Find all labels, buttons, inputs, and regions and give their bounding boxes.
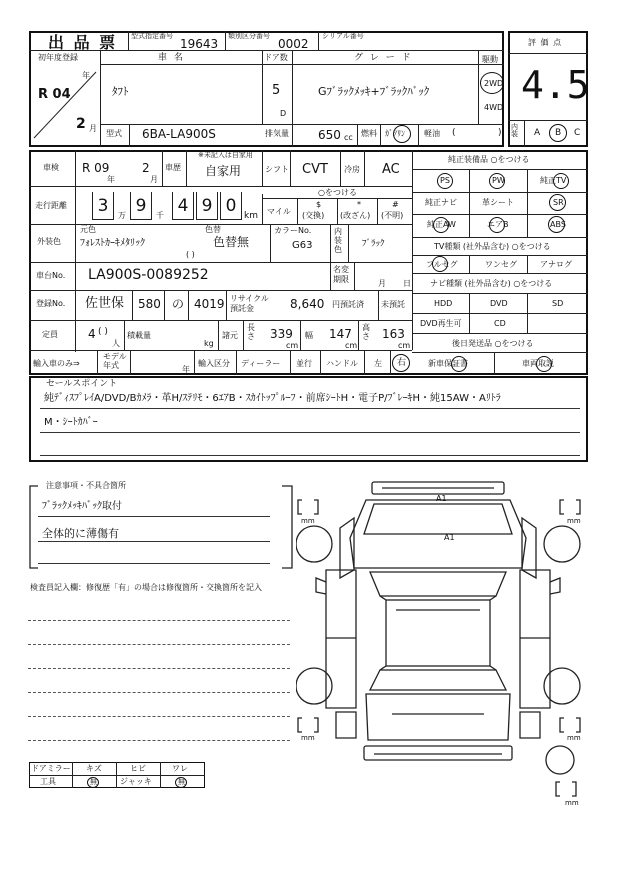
first-reg-month-unit: 月 xyxy=(89,124,97,133)
equip-aw-circle xyxy=(433,217,449,233)
recycle-unpaid: 未預託 xyxy=(381,300,405,309)
load-unit: kg xyxy=(204,339,214,348)
name-change-month: 月 xyxy=(378,279,386,288)
equip-sr-circle xyxy=(549,194,566,211)
height-unit: cm xyxy=(398,341,411,350)
name-change-day: 日 xyxy=(403,279,411,288)
mileage-digit: 0 xyxy=(220,192,242,220)
displacement-unit: cc xyxy=(344,133,353,142)
shift-value: CVT xyxy=(302,162,328,177)
tv-fullseg-circle xyxy=(432,256,448,272)
car-name-label: 車 名 xyxy=(158,53,185,63)
tire-rear-left-unit: mm xyxy=(301,734,315,742)
equip-ps-circle xyxy=(437,173,453,189)
category-value: 0002 xyxy=(278,37,309,51)
recycle-value: 8,640 xyxy=(290,297,325,311)
mark-front-bumper: A1 xyxy=(436,494,447,503)
mileage-unknown-sym: # xyxy=(392,200,399,209)
load-label: 積載量 xyxy=(127,331,151,340)
length-label: 長さ xyxy=(247,323,255,341)
width-label: 幅 xyxy=(305,331,313,340)
equip-pw-circle xyxy=(489,173,505,189)
capacity-label: 定員 xyxy=(42,330,58,339)
model-year-label: モデル年式 xyxy=(103,352,127,370)
inspection-month: 2 xyxy=(142,161,150,175)
model-value: 6BA-LA900S xyxy=(142,127,216,141)
navi-dvd: DVD xyxy=(490,299,508,308)
equip-ps: PS xyxy=(440,176,450,185)
equip-abs: ABS xyxy=(550,220,566,229)
later-warranty: 新車保証書 xyxy=(428,359,468,368)
mileage-digit: 9 xyxy=(196,192,218,220)
model-designation-value: 19643 xyxy=(180,37,219,51)
doors-sub: D xyxy=(280,109,287,118)
handle-label: ハンドル xyxy=(326,359,358,368)
int-color-value: ﾌﾞﾗｯｸ xyxy=(362,239,385,249)
mileage-digit: 4 xyxy=(172,192,194,220)
legend-tool-mark: 無 xyxy=(90,778,97,786)
tire-rear-right-unit: mm xyxy=(567,734,581,742)
notes-line2: 全体的に薄傷有 xyxy=(42,527,119,540)
first-reg-era: R 04 xyxy=(38,87,71,102)
drive-2wd: 2WD xyxy=(484,79,504,88)
equip-airbag: エアB xyxy=(487,220,509,229)
equip-aw: 純正AW xyxy=(427,220,456,229)
history-label: 車歴 xyxy=(165,163,181,172)
fuel-other-open: ( xyxy=(452,128,456,138)
later-manual: 車両取説 xyxy=(522,359,554,368)
equip-leather: 革シート xyxy=(482,198,514,207)
width-unit: cm xyxy=(345,341,358,350)
fuel-diesel: 軽油 xyxy=(424,129,440,138)
mileage-label: 走行距離 xyxy=(35,201,67,210)
reg-number: 4019 xyxy=(194,297,225,311)
length-value: 339 xyxy=(270,327,293,341)
inspection-era: R 09 xyxy=(82,161,110,175)
handle-right: 右 xyxy=(397,358,407,368)
tv-oneseg: ワンセグ xyxy=(485,260,517,269)
legend-tool-circle xyxy=(87,777,99,788)
tire-spare-unit: mm xyxy=(565,799,579,807)
equip-sr: SR xyxy=(553,198,564,207)
length-unit: cm xyxy=(286,341,299,350)
sales-line1: 純ﾃﾞｨｽﾌﾟﾚｲA/DVD/Bｶﾒﾗ・革H/ｽﾃﾘﾓ・6ｴｱB・ｽｶｲﾄｯﾌﾟﾙｰﾌ・前席ｼｰﾄH・電子P/ﾌﾞﾚｰｷH・純15AW・Aﾘﾄﾗ xyxy=(44,393,501,404)
mark-hood: A1 xyxy=(444,533,455,542)
mileage-tamper: (改ざん) xyxy=(340,211,371,220)
width-value: 147 xyxy=(329,327,352,341)
shift-label: シフト xyxy=(265,165,289,174)
recycle-label: リサイクル預託金 xyxy=(230,294,269,313)
history-value: 自家用 xyxy=(205,164,242,178)
inspection-label: 車検 xyxy=(43,163,59,172)
notes-line1: ﾌﾞﾗｯｸﾒｯｷﾊﾞｯｸ取付 xyxy=(42,501,122,512)
doors-label: ドア数 xyxy=(264,53,288,62)
capacity-unit: 人 xyxy=(112,339,120,348)
displacement-label: 排気量 xyxy=(265,129,289,138)
car-diagram xyxy=(296,478,590,808)
interior-b-circle xyxy=(549,124,567,142)
mileage-digit: 3 xyxy=(92,192,114,220)
fuel-label: 燃料 xyxy=(361,129,377,138)
navi-type-title: ナビ種類 (社外品含む) ○をつける xyxy=(430,279,553,288)
mileage-unknown: (不明) xyxy=(381,211,404,220)
model-year-unit: 年 xyxy=(182,365,190,374)
recycle-paid: 円預託済 xyxy=(332,300,364,309)
reg-label: 登録No. xyxy=(36,299,66,308)
model-label: 型式 xyxy=(106,129,122,138)
mileage-man: 万 xyxy=(118,211,126,220)
equip-airbag-circle xyxy=(489,217,505,233)
equip-tv-circle xyxy=(553,173,569,189)
height-label: 高さ xyxy=(362,323,370,341)
legend-jack: ジャッキ xyxy=(120,777,152,786)
first-reg-year-unit: 年 xyxy=(82,71,90,80)
chassis-label: 車台No. xyxy=(36,271,66,280)
mileage-digit: 9 xyxy=(130,192,152,220)
reg-class: 580 xyxy=(138,297,161,311)
height-value: 163 xyxy=(382,327,405,341)
doors-value: 5 xyxy=(272,83,281,98)
mileage-exchange-sym: $ xyxy=(316,200,322,209)
import-type-label: 輸入区分 xyxy=(198,359,230,368)
inspector-label: 検査員記入欄：修復歴「有」の場合は修復箇所・交換箇所を記入 xyxy=(30,583,262,592)
tv-type-title: TV種類 (社外品含む) ○をつける xyxy=(434,242,551,251)
capacity-value: 4 xyxy=(88,327,96,341)
drive-label: 駆動 xyxy=(482,55,498,64)
grade-value: Gﾌﾞﾗｯｸﾒｯｷ+ﾌﾞﾗｯｸﾊﾞｯｸ xyxy=(318,85,430,98)
equip-abs-circle xyxy=(548,216,565,233)
mileage-unit: km xyxy=(244,211,258,221)
later-manual-circle xyxy=(536,356,552,372)
serial-label: シリアル番号 xyxy=(322,32,364,40)
fuel-other-close: ) xyxy=(498,128,502,138)
color-change-value: 色替無 xyxy=(213,235,250,249)
mileage-sen: 千 xyxy=(156,211,164,220)
drive-4wd: 4WD xyxy=(484,103,504,112)
cooling-value: AC xyxy=(382,162,400,177)
legend-jack-mark: 無 xyxy=(178,778,185,786)
capacity-paren: ( ) xyxy=(98,327,108,337)
handle-right-circle xyxy=(392,354,410,372)
equipment-title: 純正装備品 ○をつける xyxy=(448,155,530,164)
legend-broken: ワレ xyxy=(172,764,188,773)
import-label: 輸入車のみ⇒ xyxy=(33,359,80,368)
sales-line2: M・ｼｰﾄｶﾊﾞｰ xyxy=(44,417,98,428)
color-no-value: G63 xyxy=(292,240,313,251)
displacement-value: 650 xyxy=(318,128,341,142)
first-reg-month: 2 xyxy=(76,116,86,132)
interior-a: A xyxy=(534,128,541,138)
navi-cd: CD xyxy=(494,319,506,328)
car-name-value: ﾀﾌﾄ xyxy=(112,85,129,98)
legend-crack: ヒビ xyxy=(130,764,146,773)
form-title: 出 品 票 xyxy=(48,33,118,52)
interior-b: B xyxy=(555,128,562,138)
drive-2wd-circle xyxy=(480,72,504,94)
interior-c: C xyxy=(574,128,581,138)
score-value: 4.5 xyxy=(521,63,590,107)
navi-dvd-play: DVD再生可 xyxy=(420,319,462,328)
legend-tool: 工具 xyxy=(40,777,56,786)
inspection-year-unit: 年 xyxy=(107,175,115,184)
sales-label: セールスポイント xyxy=(46,379,118,389)
fuel-gasoline-circle xyxy=(393,125,411,143)
mileage-circle-note: ○をつける xyxy=(318,188,357,197)
import-parallel: 並行 xyxy=(296,359,312,368)
navi-sd: SD xyxy=(552,299,564,308)
first-reg-label: 初年度登録 xyxy=(38,53,78,62)
exterior-value: ﾌｫﾚｽﾄｶｰｷﾒﾀﾘｯｸ xyxy=(80,238,145,249)
legend-door-mirror: ドアミラー xyxy=(31,764,71,773)
interior-label: 内装 xyxy=(511,123,518,138)
fuel-gasoline: ｶﾞｿﾘﾝ xyxy=(385,129,405,138)
tv-fullseg: フルセグ xyxy=(426,260,458,269)
grade-label: グ レ ー ド xyxy=(354,53,413,63)
color-change-label: 色替 xyxy=(205,225,221,234)
name-change-label: 名変期限 xyxy=(333,265,349,284)
handle-left: 左 xyxy=(374,359,382,368)
legend-jack-circle xyxy=(175,777,187,788)
chassis-value: LA900S-0089252 xyxy=(88,267,209,283)
exterior-label: 外装色 xyxy=(37,237,61,246)
dims-label: 諸元 xyxy=(222,331,238,340)
mileage-tamper-sym: * xyxy=(357,200,361,209)
history-note: ※未記入は自家用 xyxy=(198,151,253,159)
reg-area: 佐世保 xyxy=(85,296,125,311)
equip-navi: 純正ナビ xyxy=(425,198,457,207)
tire-front-right-unit: mm xyxy=(567,517,581,525)
reg-kana: の xyxy=(172,297,185,311)
tire-front-left-unit: mm xyxy=(301,517,315,525)
score-label: 評 価 点 xyxy=(528,38,563,47)
equip-pw: PW xyxy=(492,176,505,185)
color-change-paren: ( ) xyxy=(186,250,195,259)
orig-color-label: 元色 xyxy=(80,225,96,234)
mileage-exchange: (交換) xyxy=(302,211,325,220)
later-warranty-circle xyxy=(451,356,467,372)
later-title: 後日発送品 ○をつける xyxy=(452,339,534,348)
category-label: 類別区分番号 xyxy=(228,32,270,40)
notes-label: 注意事項・不具合箇所 xyxy=(46,481,126,490)
inspection-month-unit: 月 xyxy=(150,175,158,184)
equip-tv: 純正TV xyxy=(540,176,567,185)
model-designation-label: 型式指定番号 xyxy=(131,32,173,40)
color-no-label: カラーNo. xyxy=(274,226,312,235)
tv-analog: アナログ xyxy=(540,260,572,269)
import-dealer: ディーラー xyxy=(241,359,281,368)
mileage-mile: マイル xyxy=(267,207,291,216)
int-color-label: 内装色 xyxy=(334,227,342,254)
navi-hdd: HDD xyxy=(434,299,453,308)
legend-scratch: キズ xyxy=(86,764,102,773)
cooling-label: 冷房 xyxy=(344,165,360,174)
